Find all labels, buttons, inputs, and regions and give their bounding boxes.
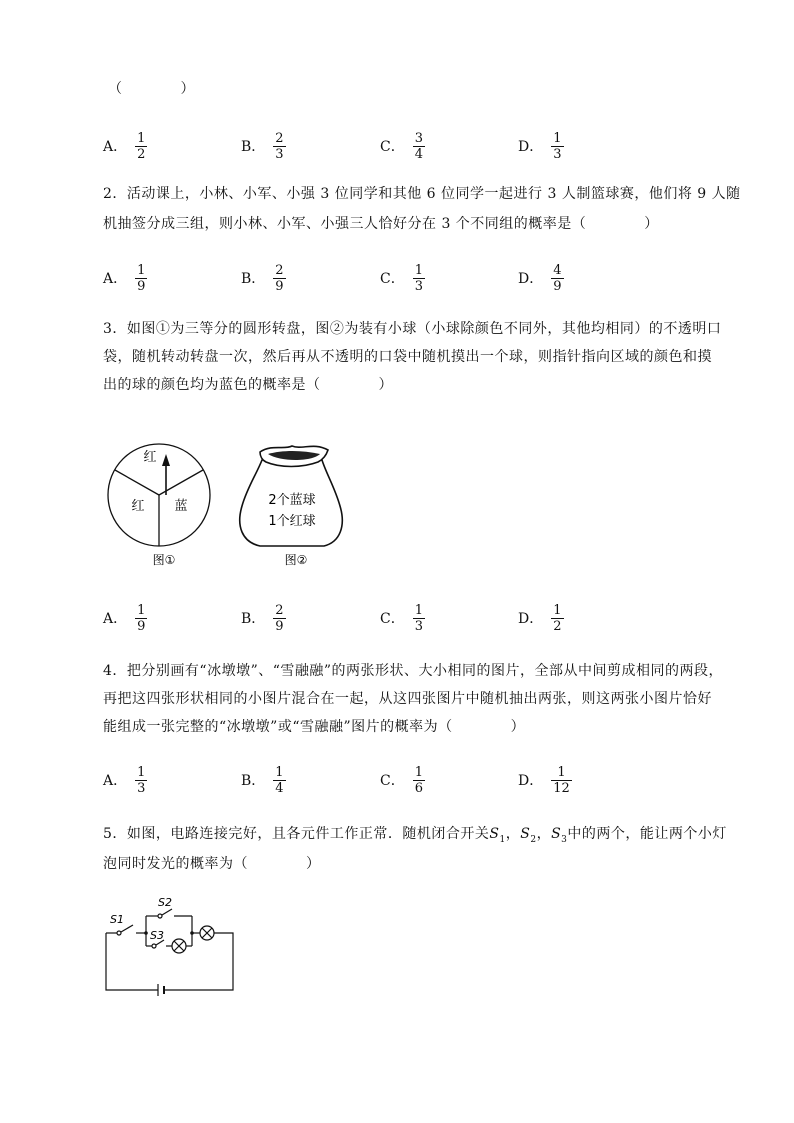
q1-option-d[interactable] [518, 126, 564, 166]
q3-text-line3: 出的球的颜色均为蓝色的概率是（ ） [103, 377, 393, 393]
option-label: D． [518, 611, 544, 627]
q3-options [0, 598, 700, 638]
q1-option-a[interactable] [103, 126, 147, 166]
fraction: $\frac{1}{12}$ [553, 764, 570, 796]
fraction: $\frac{1}{3}$ [414, 602, 423, 634]
q3-text-line1: 3．如图①为三等分的圆形转盘，图②为装有小球（小球除颜色不同外，其他均相同）的不透明口 [103, 321, 722, 337]
switch-s2-label: S2 [158, 896, 172, 909]
q2-text-line1: 2．活动课上，小林、小军、小强 3 位同学和其他 6 位同学一起进行 3 人制篮球赛，他们将 9 人随 [103, 186, 741, 202]
fraction: $\frac{1}{9}$ [137, 262, 146, 294]
switch-s1-contact [117, 931, 121, 935]
option-label: A． [103, 139, 128, 155]
spinner-sector-right: 蓝 [174, 499, 188, 514]
circuit-node [144, 931, 148, 935]
q4-options [0, 760, 700, 800]
fraction: $\frac{2}{9}$ [275, 602, 284, 634]
option-label: C． [380, 773, 405, 789]
fraction: $\frac{1}{3}$ [553, 130, 562, 162]
fraction: $\frac{1}{9}$ [137, 602, 146, 634]
q1-option-c[interactable] [380, 126, 425, 166]
option-label: D． [518, 271, 544, 287]
option-label: D． [518, 773, 544, 789]
q2-option-a[interactable] [103, 258, 147, 298]
fraction: $\frac{3}{4}$ [414, 130, 423, 162]
bag-contents-line1: 2个蓝球 [268, 493, 316, 508]
option-label: B． [241, 271, 266, 287]
option-label: C． [380, 271, 405, 287]
spinner-sector-top: 红 [143, 450, 157, 465]
option-label: B． [241, 773, 266, 789]
bag-contents-line2: 1个红球 [268, 514, 316, 529]
q2-option-b[interactable] [241, 258, 286, 298]
q0-answer-bracket: （ ） [108, 81, 195, 97]
option-label: A． [103, 271, 128, 287]
fraction: $\frac{1}{6}$ [414, 764, 423, 796]
q4-option-a[interactable] [103, 760, 147, 800]
option-label: D． [518, 139, 544, 155]
fraction: $\frac{1}{4}$ [275, 764, 284, 796]
bag-caption: 图② [284, 553, 308, 567]
q4-text-line2: 再把这四张形状相同的小图片混合在一起，从这四张图片中随机抽出两张，则这两张小图片恰好 [103, 691, 712, 707]
q3-option-d[interactable] [518, 598, 564, 638]
switch-s3-label: S3 [150, 929, 164, 942]
switch-s2-contact [158, 914, 162, 918]
fraction: $\frac{1}{2}$ [553, 602, 562, 634]
q3-option-b[interactable] [241, 598, 286, 638]
spinner-figure [100, 430, 220, 572]
switch-s2-blade [162, 909, 172, 915]
switch-s3-contact [152, 944, 156, 948]
spinner-divider [115, 470, 159, 495]
q3-option-c[interactable] [380, 598, 425, 638]
q5-text-line2: 泡同时发光的概率为（ ） [103, 856, 321, 872]
option-label: A． [103, 773, 128, 789]
q1-option-b[interactable] [241, 126, 286, 166]
q4-option-b[interactable] [241, 760, 286, 800]
option-label: B． [241, 139, 266, 155]
q2-option-d[interactable] [518, 258, 564, 298]
spinner-sector-left: 红 [131, 499, 145, 514]
fraction: $\frac{4}{9}$ [553, 262, 562, 294]
option-label: C． [380, 139, 405, 155]
option-label: C． [380, 611, 405, 627]
bag-figure [232, 438, 352, 572]
q2-option-c[interactable] [380, 258, 425, 298]
q1-options [0, 126, 700, 166]
circuit-node [190, 931, 194, 935]
q2-text-line2: 机抽签分成三组，则小林、小军、小强三人恰好分在 3 个不同组的概率是（ ） [103, 216, 659, 232]
q5-text-line1: 5．如图，电路连接完好，且各元件工作正常．随机闭合开关$S_1$，$S_2$，$S_3$中的两个，能让两个小灯 [103, 826, 727, 845]
option-label: B． [241, 611, 266, 627]
option-label: A． [103, 611, 128, 627]
q4-option-c[interactable] [380, 760, 425, 800]
fraction: $\frac{1}{3}$ [137, 764, 146, 796]
q4-text-line3: 能组成一张完整的“冰墩墩”或“雪融融”图片的概率为（ ） [103, 719, 526, 735]
q3-text-line2: 袋，随机转动转盘一次，然后再从不透明的口袋中随机摸出一个球，则指针指向区域的颜色和摸 [103, 349, 712, 365]
q4-option-d[interactable] [518, 760, 572, 800]
q4-text-line1: 4．把分别画有“冰墩墩”、“雪融融”的两张形状、大小相同的图片，全部从中间剪成相同的两段， [103, 663, 724, 679]
fraction: $\frac{2}{9}$ [275, 262, 284, 294]
spinner-pointer-head [162, 454, 170, 466]
fraction: $\frac{1}{3}$ [414, 262, 423, 294]
switch-s1-label: S1 [110, 913, 124, 926]
fraction: $\frac{2}{3}$ [275, 130, 284, 162]
circuit-diagram [100, 896, 245, 1000]
spinner-caption: 图① [152, 553, 176, 567]
q3-option-a[interactable] [103, 598, 147, 638]
switch-s1-blade [121, 925, 133, 932]
fraction: $\frac{1}{2}$ [137, 130, 146, 162]
q2-options [0, 258, 700, 298]
